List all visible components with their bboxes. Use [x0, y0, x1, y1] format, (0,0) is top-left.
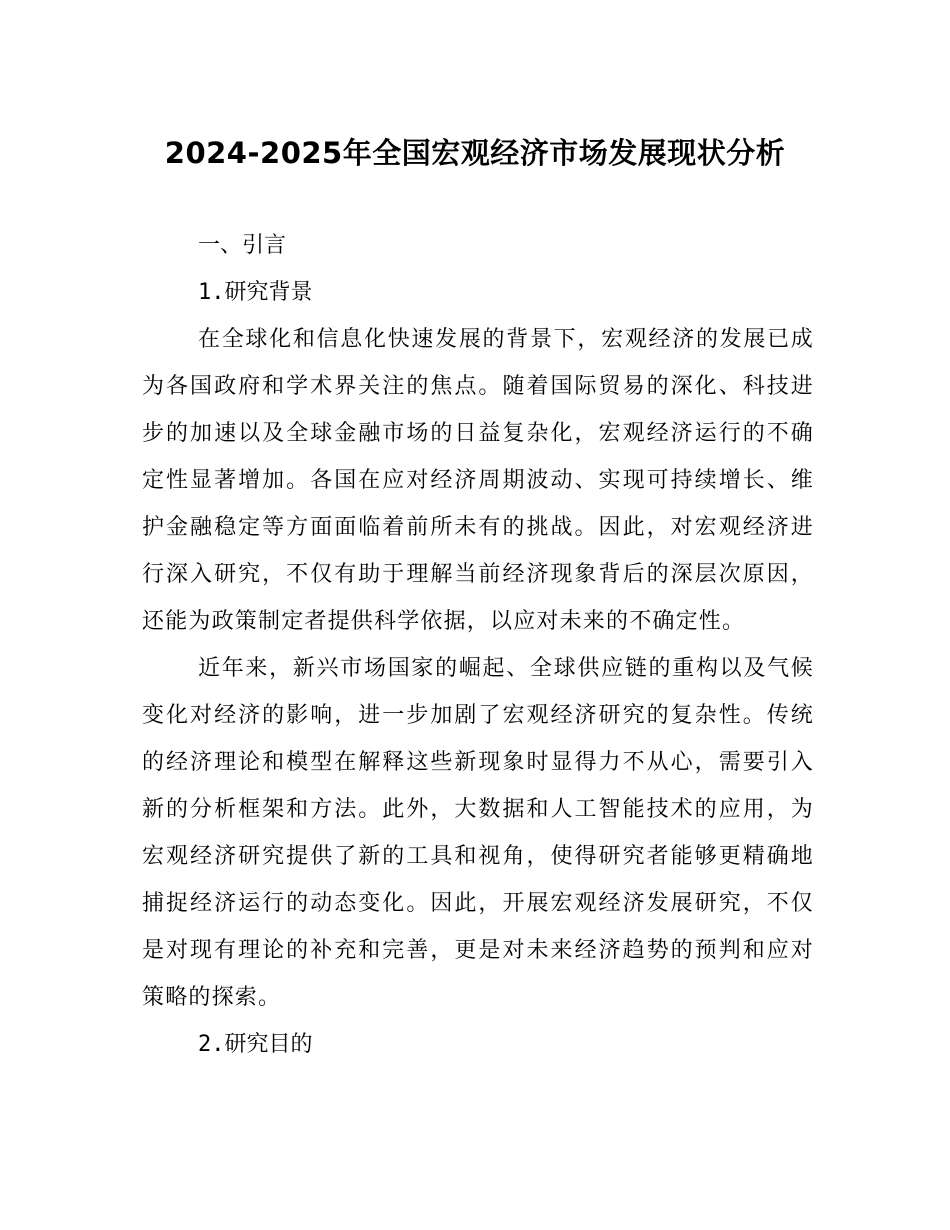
document-body	[142, 222, 814, 1068]
subsection-heading-research-purpose: 2.研究目的	[198, 1032, 313, 1057]
paragraph-research-background-1: 在全球化和信息化快速发展的背景下，宏观经济的发展已成为各国政府和学术界关注的焦点。随着国际贸易的深化、科技进步的加速以及全球金融市场的日益复杂化，宏观经济运行的不确定性显著增加。各国在应对经济周期波动、实现可持续增长、维护金融稳定等方面面临着前所未有的挑战。因此，对宏观经济进行深入研究，不仅有助于理解当前经济现象背后的深层次原因，还能为政策制定者提供科学依据，以应对未来的不确定性。	[142, 327, 814, 634]
section-heading-introduction: 一、引言	[198, 233, 287, 258]
document-title: 2024-2025年全国宏观经济市场发展现状分析	[164, 136, 786, 171]
subsection-heading-research-background: 1.研究背景	[198, 280, 313, 305]
paragraph-research-background-2: 近年来，新兴市场国家的崛起、全球供应链的重构以及气候变化对经济的影响，进一步加剧了宏观经济研究的复杂性。传统的经济理论和模型在解释这些新现象时显得力不从心，需要引入新的分析框架和方法。此外，大数据和人工智能技术的应用，为宏观经济研究提供了新的工具和视角，使得研究者能够更精确地捕捉经济运行的动态变化。因此，开展宏观经济发展研究，不仅是对现有理论的补充和完善，更是对未来经济趋势的预判和应对策略的探索。	[142, 656, 814, 1010]
